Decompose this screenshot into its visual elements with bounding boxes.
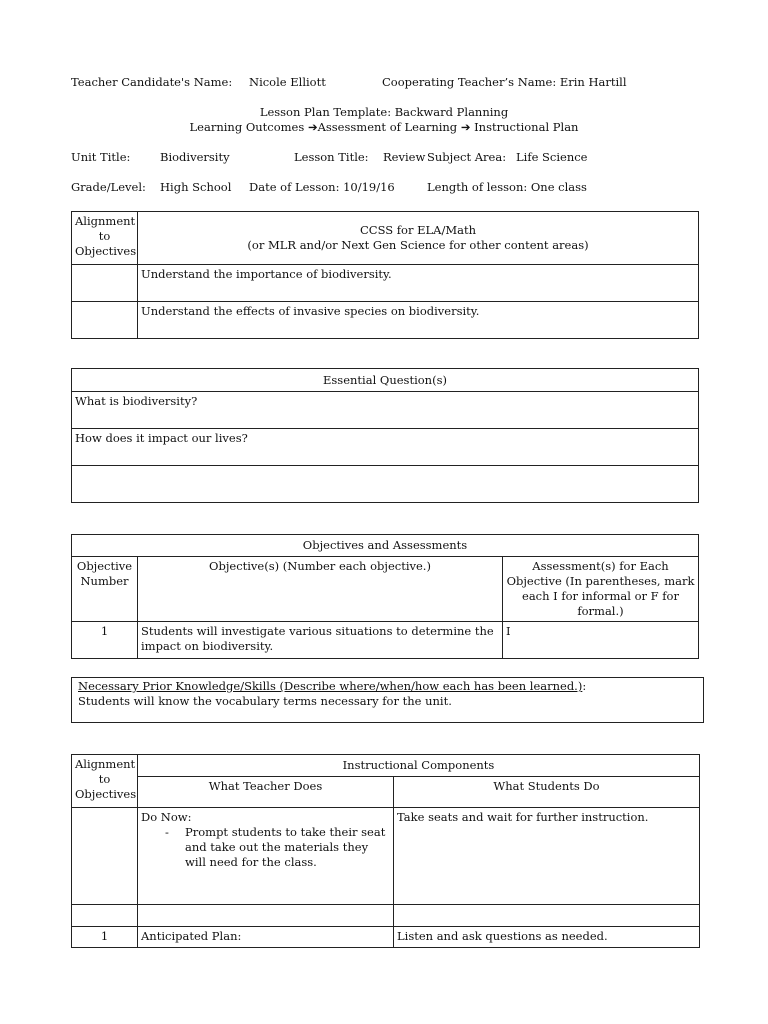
arrow-right-icon: ➔ [307, 120, 318, 134]
anticipated-plan-label: Anticipated Plan: [138, 927, 394, 948]
prior-knowledge-table [71, 677, 704, 723]
standard-row-2: Understand the effects of invasive species on biodiversity. [138, 302, 699, 339]
spacer-cell [394, 905, 700, 927]
instruction-alignment-header: Alignment to Objectives [72, 755, 138, 808]
objectives-table [71, 534, 699, 659]
do-now-alignment-cell [72, 808, 138, 905]
objective-number-header: Objective Number [72, 557, 138, 622]
prior-knowledge-text: Students will know the vocabulary terms necessary for the unit. [78, 694, 452, 708]
spacer-cell [72, 905, 138, 927]
teacher-candidate-label: Teacher Candidate's Name: [71, 75, 233, 89]
do-now-label: Do Now: [141, 810, 192, 824]
plan-objective-number: 1 [72, 927, 138, 948]
what-students-do-header: What Students Do [394, 777, 700, 808]
prior-knowledge-cell [72, 678, 704, 723]
planning-flow: Learning Outcomes ➔Assessment of Learning ➔ Instructional Plan [189, 120, 579, 134]
objective-header: Objective(s) (Number each objective.) [138, 557, 503, 622]
prior-knowledge-label: Necessary Prior Knowledge/Skills (Describe where/when/how each has been learned.): [78, 679, 587, 693]
date-of-lesson: Date of Lesson: 10/19/16 [249, 180, 395, 194]
essential-questions-table [71, 368, 699, 503]
unit-title-value: Biodiversity [160, 150, 230, 164]
do-now-teacher-cell [138, 808, 394, 905]
objective-number: 1 [72, 622, 138, 659]
do-now-students-cell: Take seats and wait for further instruction. [394, 808, 700, 905]
standards-alignment-cell [72, 302, 138, 339]
anticipated-plan-students: Listen and ask questions as needed. [394, 927, 700, 948]
length-of-lesson: Length of lesson: One class [427, 180, 587, 194]
do-now-item: - Prompt students to take their seat and take out the materials they will need for the class. [185, 825, 390, 870]
template-title: Lesson Plan Template: Backward Planning [259, 105, 509, 119]
essential-questions-title: Essential Question(s) [72, 369, 699, 392]
subject-area-label: Subject Area: [427, 150, 507, 164]
objective-text: Students will investigate various situations to determine the impact on biodiversity. [138, 622, 503, 659]
subject-area-value: Life Science [516, 150, 588, 164]
teacher-candidate-name: Nicole Elliott [249, 75, 326, 89]
what-teacher-does-header: What Teacher Does [138, 777, 394, 808]
cooperating-teacher: Cooperating Teacher’s Name: Erin Hartill [382, 75, 627, 89]
arrow-right-icon: ➔ [460, 120, 471, 134]
assessment-header: Assessment(s) for Each Objective (In parentheses, mark each I for informal or F for formal.) [503, 557, 699, 622]
standards-subtitle: (or MLR and/or Next Gen Science for other content areas) [247, 238, 589, 252]
lesson-title-value: Review [383, 150, 426, 164]
essential-question-2: How does it impact our lives? [72, 429, 699, 466]
unit-title-label: Unit Title: [71, 150, 131, 164]
standards-alignment-cell [72, 265, 138, 302]
standards-title: CCSS for ELA/Math [359, 223, 476, 237]
standard-row-1: Understand the importance of biodiversity. [138, 265, 699, 302]
instructional-components-table [71, 754, 700, 948]
instructional-components-title: Instructional Components [138, 755, 700, 777]
essential-question-1: What is biodiversity? [72, 392, 699, 429]
objectives-title: Objectives and Assessments [72, 535, 699, 557]
standards-table [71, 211, 699, 339]
lesson-title-label: Lesson Title: [294, 150, 369, 164]
standards-alignment-header: Alignment to Objectives [72, 212, 138, 265]
assessment-type: I [503, 622, 699, 659]
grade-level-label: Grade/Level: [71, 180, 146, 194]
grade-level-value: High School [160, 180, 232, 194]
essential-question-empty [72, 466, 699, 503]
spacer-cell [138, 905, 394, 927]
standards-title-cell [138, 212, 699, 265]
